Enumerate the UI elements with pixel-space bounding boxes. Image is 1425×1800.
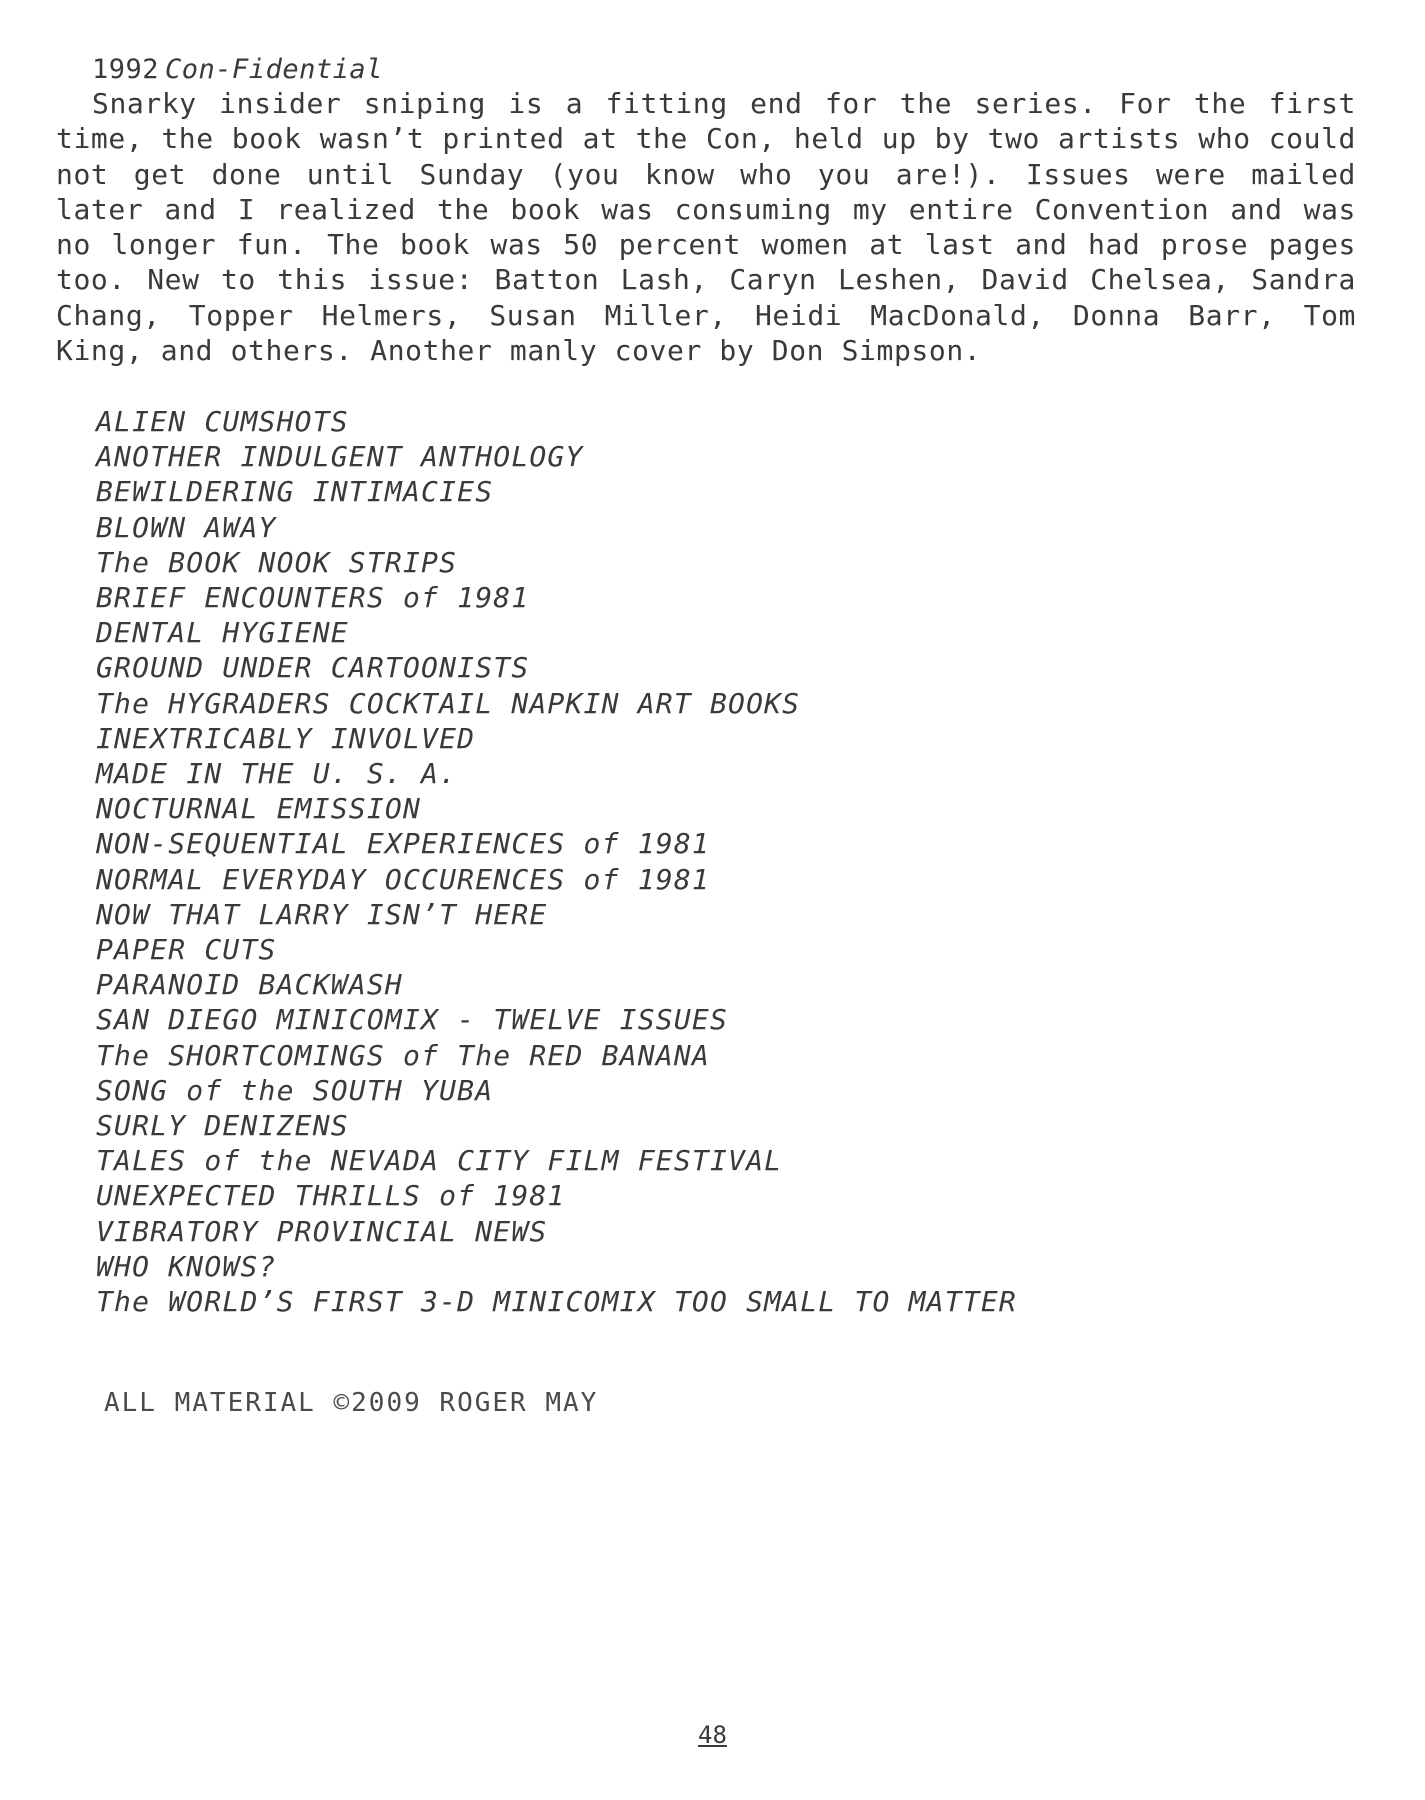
list-item: UNEXPECTED THRILLS of 1981 bbox=[96, 1179, 566, 1213]
list-item: SAN DIEGO MINICOMIX - TWELVE ISSUES bbox=[96, 1003, 729, 1037]
list-item: SONG of the SOUTH YUBA bbox=[96, 1073, 494, 1107]
titles-list bbox=[96, 404, 1017, 1319]
list-item: The BOOK NOOK STRIPS bbox=[96, 545, 458, 579]
list-item: GROUND UNDER CARTOONISTS bbox=[96, 651, 530, 685]
copyright-notice: ALL MATERIAL ©2009 ROGER MAY bbox=[104, 1388, 599, 1418]
list-item: The WORLD’S FIRST 3-D MINICOMIX TOO SMALL TO MATTER bbox=[96, 1285, 1017, 1319]
heading-year: 1992 bbox=[92, 54, 160, 85]
list-item: PARANOID BACKWASH bbox=[96, 968, 403, 1002]
list-item: NOCTURNAL EMISSION bbox=[96, 792, 422, 826]
list-item: NORMAL EVERYDAY OCCURENCES of 1981 bbox=[96, 862, 710, 896]
list-item: BEWILDERING INTIMACIES bbox=[96, 475, 494, 509]
list-item: ALIEN CUMSHOTS bbox=[96, 405, 349, 438]
list-item: BRIEF ENCOUNTERS of 1981 bbox=[96, 581, 530, 615]
list-item: INEXTRICABLY INVOLVED bbox=[96, 721, 476, 755]
list-item: DENTAL HYGIENE bbox=[96, 616, 349, 650]
list-item: ANOTHER INDULGENT ANTHOLOGY bbox=[96, 440, 584, 474]
list-item: NOW THAT LARRY ISN’T HERE bbox=[96, 897, 548, 931]
list-item: BLOWN AWAY bbox=[96, 510, 277, 544]
list-item: MADE IN THE U. S. A. bbox=[96, 757, 458, 791]
list-item: PAPER CUTS bbox=[96, 933, 277, 967]
list-item: VIBRATORY PROVINCIAL NEWS bbox=[96, 1214, 548, 1248]
page-number: 48 bbox=[698, 1721, 727, 1749]
list-item: SURLY DENIZENS bbox=[96, 1109, 349, 1143]
list-item: The SHORTCOMINGS of The RED BANANA bbox=[96, 1038, 710, 1072]
list-item: The HYGRADERS COCKTAIL NAPKIN ART BOOKS bbox=[96, 686, 801, 720]
list-item: WHO KNOWS? bbox=[96, 1249, 277, 1283]
description-paragraph: Snarky insider sniping is a fitting end for the series. For the first time, the book wasn’t printed at the Con, held up by two artists who could not get done until Sunday (you know who you are!). Issues were mailed later and I realized the book was consuming my entire Convention and was no longer fun. The book was 50 percent women at last and had prose pages too. New to this issue: Batton Lash, Caryn Leshen, David Chelsea, Sandra Chang, Topper Helmers, Susan Miller, Heidi MacDonald, Donna Barr, Tom King, and others. Another manly cover by Don Simpson. bbox=[56, 87, 1356, 368]
section-heading bbox=[92, 52, 383, 88]
heading-title: Con-Fidential bbox=[165, 54, 383, 85]
list-item: NON-SEQUENTIAL EXPERIENCES of 1981 bbox=[96, 827, 710, 861]
list-item: TALES of the NEVADA CITY FILM FESTIVAL bbox=[96, 1144, 783, 1178]
